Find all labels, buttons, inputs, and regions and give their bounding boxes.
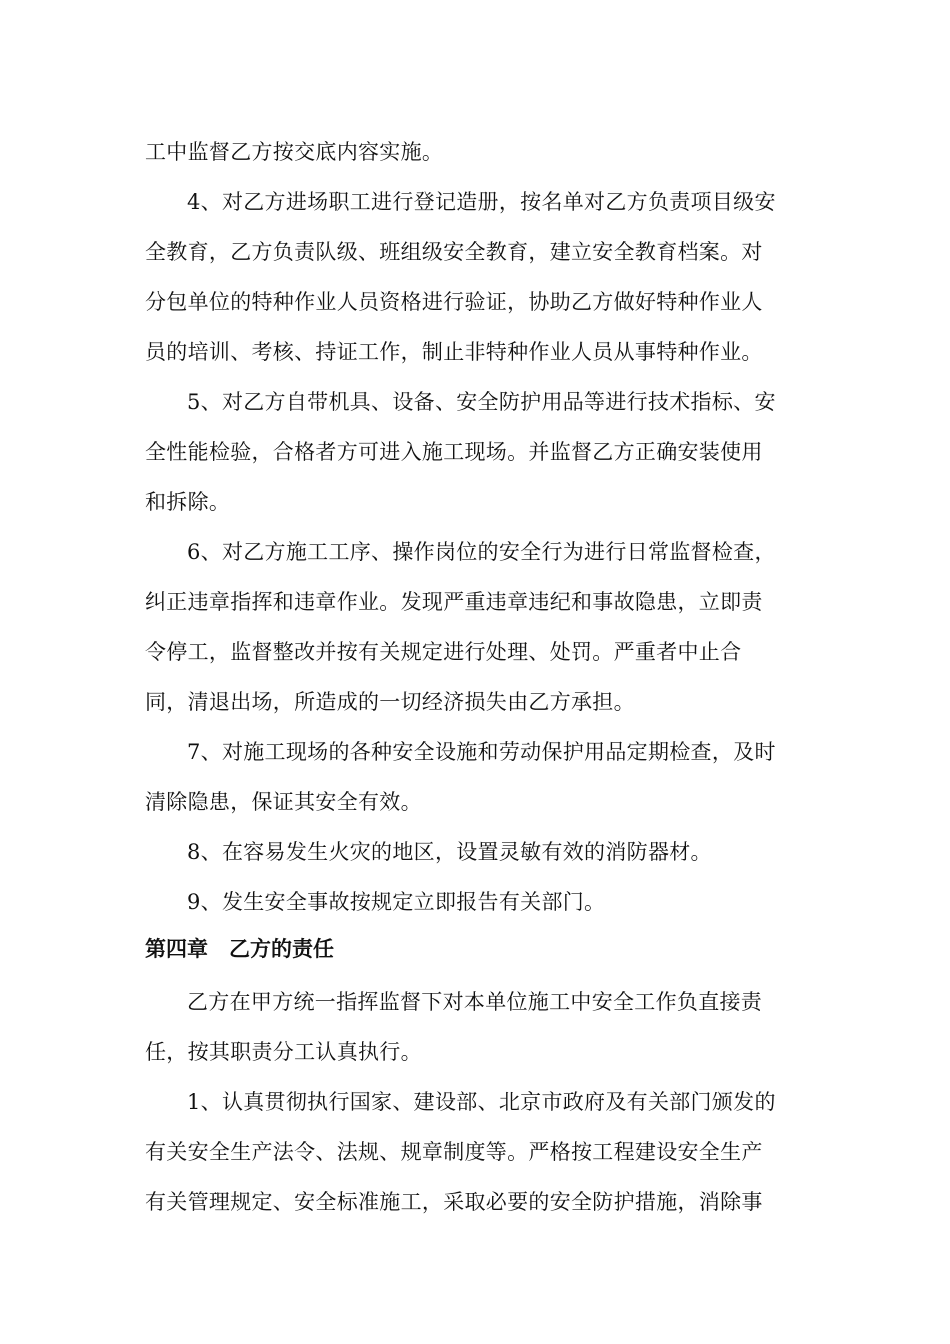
text-line: 全教育，乙方负责队级、班组级安全教育，建立安全教育档案。对 <box>145 240 763 264</box>
text-line: 1、认真贯彻执行国家、建设部、北京市政府及有关部门颁发的 <box>187 1090 776 1114</box>
text-line: 任，按其职责分工认真执行。 <box>145 1040 422 1064</box>
text-line: 6、对乙方施工工序、操作岗位的安全行为进行日常监督检查， <box>187 540 776 564</box>
text-line: 9、发生安全事故按规定立即报告有关部门。 <box>187 890 606 914</box>
text-line: 5、对乙方自带机具、设备、安全防护用品等进行技术指标、安 <box>187 390 776 414</box>
text-line: 4、对乙方进场职工进行登记造册，按名单对乙方负责项目级安 <box>187 190 776 214</box>
text-line: 乙方在甲方统一指挥监督下对本单位施工中安全工作负直接责 <box>187 990 763 1014</box>
text-line: 员的培训、考核、持证工作，制止非特种作业人员从事特种作业。 <box>145 340 763 364</box>
text-line: 分包单位的特种作业人员资格进行验证，协助乙方做好特种作业人 <box>145 290 763 314</box>
text-line: 和拆除。 <box>145 490 231 514</box>
text-line: 纠正违章指挥和违章作业。发现严重违章违纪和事故隐患，立即责 <box>145 590 763 614</box>
chapter-heading: 第四章 乙方的责任 <box>145 937 334 961</box>
text-line: 有关管理规定、安全标准施工，采取必要的安全防护措施，消除事 <box>145 1190 763 1214</box>
text-line: 同，清退出场，所造成的一切经济损失由乙方承担。 <box>145 690 635 714</box>
text-line: 令停工，监督整改并按有关规定进行处理、处罚。严重者中止合 <box>145 640 742 664</box>
text-line: 工中监督乙方按交底内容实施。 <box>145 140 444 164</box>
text-line: 全性能检验，合格者方可进入施工现场。并监督乙方正确安装使用 <box>145 440 763 464</box>
text-line: 清除隐患，保证其安全有效。 <box>145 790 422 814</box>
text-line: 8、在容易发生火灾的地区，设置灵敏有效的消防器材。 <box>187 840 712 864</box>
text-line: 有关安全生产法令、法规、规章制度等。严格按工程建设安全生产 <box>145 1140 763 1164</box>
text-line: 7、对施工现场的各种安全设施和劳动保护用品定期检查，及时 <box>187 740 776 764</box>
